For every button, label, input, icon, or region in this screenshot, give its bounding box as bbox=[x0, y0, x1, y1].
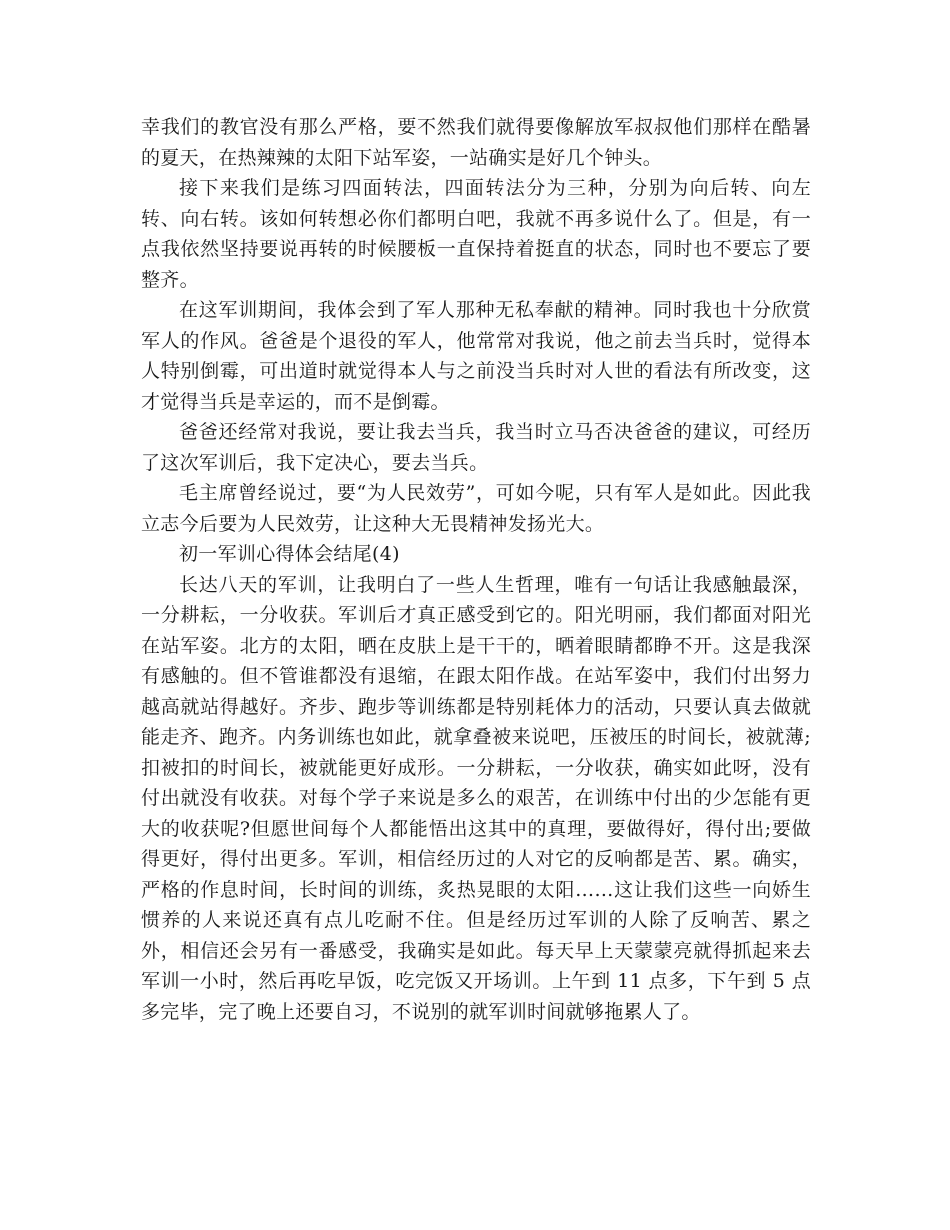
section-heading: 初一军训心得体会结尾(4) bbox=[179, 543, 400, 565]
paragraph-facing-movements: 接下来我们是练习四面转法，四面转法分为三种，分别为向后转、向左转、向右转。该如何转想必你们都明白吧，我就不再多说什么了。但是，有一点我依然坚持要说再转的时候腰板一直保持着挺直的状态，同时也不要忘了要整齐。 bbox=[141, 177, 811, 291]
paragraph-eight-days: 长达八天的军训，让我明白了一些人生哲理，唯有一句话让我感触最深，一分耕耘，一分收获。军训后才真正感受到它的。阳光明丽，我们都面对阳光在站军姿。北方的太阳，晒在皮肤上是干干的，晒着眼睛都睁不开。这是我深有感触的。但不管谁都没有退缩，在跟太阳作战。在站军姿中，我们付出努力越高就站得越好。齐步、跑步等训练都是特别耗体力的活动，只要认真去做就能走齐、跑齐。内务训练也如此，就拿叠被来说吧，压被压的时间长，被就薄;扣被扣的时间长，被就能更好成形。一分耕耘，一分收获，确实如此呀，没有付出就没有收获。对每个学子来说是多么的艰苦，在训练中付出的少怎能有更大的收获呢?但愿世间每个人都能悟出这其中的真理，要做得好，得付出;要做得更好，得付出更多。军训，相信经历过的人对它的反响都是苦、累。确实，严格的作息时间，长时间的训练，炙热晃眼的太阳……这让我们这些一向娇生惯养的人来说还真有点儿吃耐不住。但是经历过军训的人除了反响苦、累之外，相信还会另有一番感受，我确实是如此。每天早上天蒙蒙亮就得抓起来去军训一小时，然后再吃早饭，吃完饭又开场训。上午到 11 点多，下午到 5 点多完毕，完了晚上还要自习，不说别的就军训时间就够拖累人了。 bbox=[141, 573, 811, 1023]
paragraph-military-spirit: 在这军训期间，我体会到了军人那种无私奉献的精神。同时我也十分欣赏军人的作风。爸爸是个退役的军人，他常常对我说，他之前去当兵时，觉得本人特别倒霉，可出道时就觉得本人与之前没当兵时对人世的看法有所改变，这才觉得当兵是幸运的，而不是倒霉。 bbox=[141, 299, 811, 413]
paragraph-continued: 幸我们的教官没有那么严格，要不然我们就得要像解放军叔叔他们那样在酷暑的夏天，在热辣辣的太阳下站军姿，一站确实是好几个钟头。 bbox=[141, 116, 811, 169]
paragraph-serve-people: 毛主席曾经说过，要“为人民效劳”，可如今呢，只有军人是如此。因此我立志今后要为人民效劳，让这种大无畏精神发扬光大。 bbox=[141, 482, 811, 535]
document-page bbox=[141, 112, 811, 1027]
paragraph-father-advice: 爸爸还经常对我说，要让我去当兵，我当时立马否决爸爸的建议，可经历了这次军训后，我下定决心，要去当兵。 bbox=[141, 421, 811, 474]
